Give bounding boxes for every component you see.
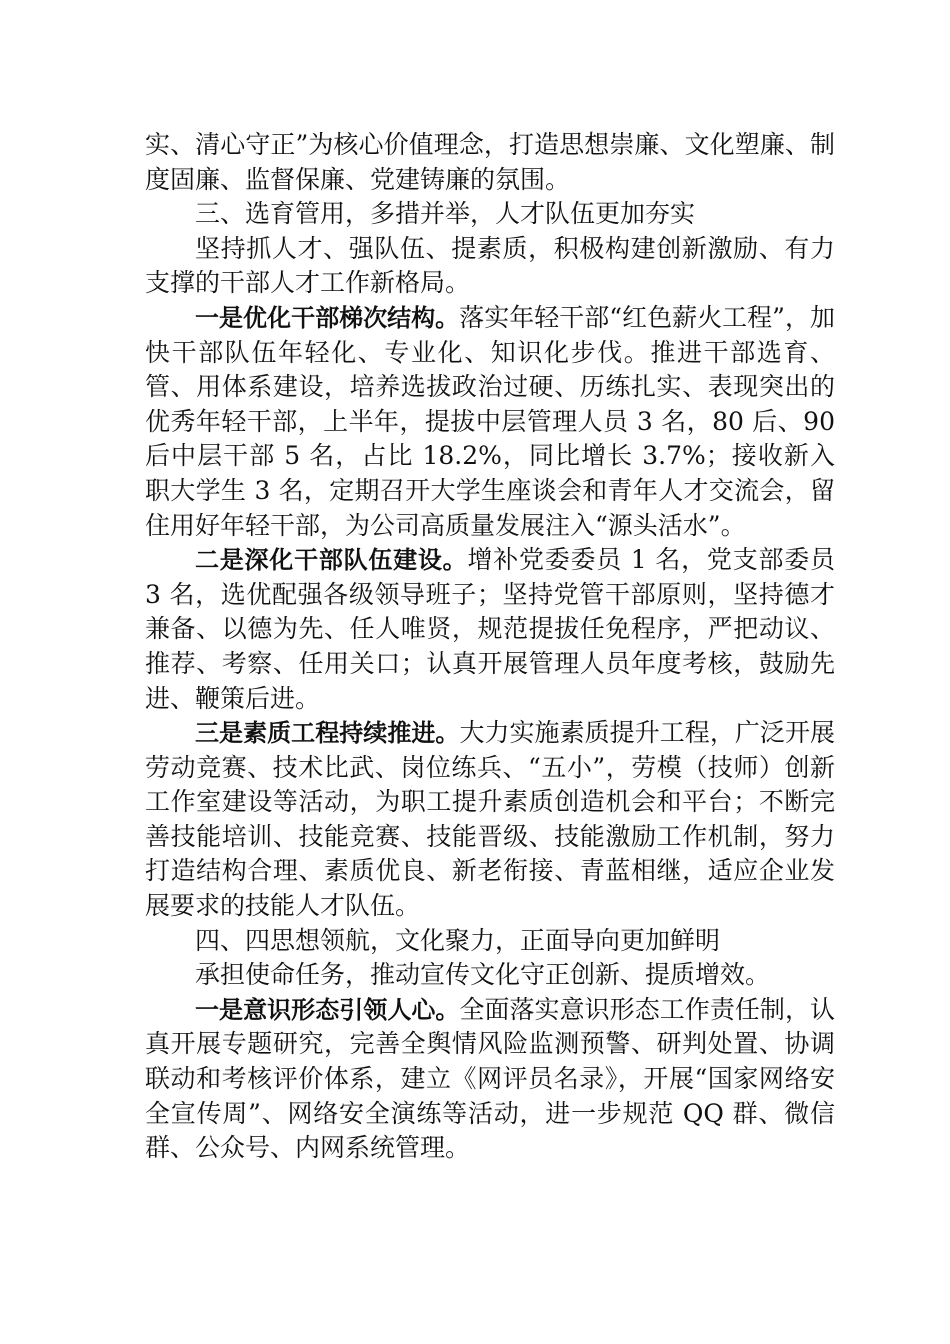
paragraph-lead: 一是优化干部梯次结构。 xyxy=(195,303,460,332)
heading-text: 四、四思想领航，文化聚力，正面导向更加鲜明 xyxy=(195,925,721,955)
paragraph-cadre-building xyxy=(145,543,835,716)
paragraph-text: 坚持抓人才、强队伍、提素质，积极构建创新激励、有力支撑的干部人才工作新格局。 xyxy=(145,233,835,298)
paragraph-lead: 一是意识形态引领人心。 xyxy=(195,995,460,1024)
paragraph-lead: 二是深化干部队伍建设。 xyxy=(195,546,468,575)
section-intro-4 xyxy=(145,958,835,993)
paragraph-text: 全面落实意识形态工作责任制，认真开展专题研究，完善全舆情风险监测预警、研判处置、协调联动和考核评价体系，建立《网评员名录》，开展“国家网络安全宣传周”、网络安全演练等活动，进一步规范 QQ 群、微信群、公众号、内网系统管理。 xyxy=(145,994,835,1163)
section-intro-3 xyxy=(145,232,835,301)
paragraph-cadre-structure xyxy=(145,301,835,543)
paragraph-text: 增补党委委员 1 名，党支部委员 3 名，选优配强各级领导班子；坚持党管干部原则，坚持德才兼备、以德为先、任人唯贤，规范提拔任免程序，严把动议、推荐、考察、任用关口；认真开展管理人员年度考核，鼓励先进、鞭策后进。 xyxy=(145,545,835,713)
paragraph-quality-project xyxy=(145,716,835,924)
paragraph-lead: 三是素质工程持续推进。 xyxy=(195,719,460,748)
section-heading-3 xyxy=(145,197,835,232)
paragraph-continuation xyxy=(145,128,835,197)
section-heading-4 xyxy=(145,924,835,959)
paragraph-text: 承担使命任务，推动宣传文化守正创新、提质增效。 xyxy=(195,960,771,990)
heading-text: 三、选育管用，多措并举，人才队伍更加夯实 xyxy=(195,199,696,229)
paragraph-text: 大力实施素质提升工程，广泛开展劳动竞赛、技术比武、岗位练兵、“五小”，劳模（技师）创新工作室建设等活动，为职工提升素质创造机会和平台；不断完善技能培训、技能竞赛、技能晋级、技能激励工作机制，努力打造结构合理、素质优良、新老衔接、青蓝相继，适应企业发展要求的技能人才队伍。 xyxy=(145,718,835,921)
document-page xyxy=(145,128,835,1166)
paragraph-ideology xyxy=(145,993,835,1166)
paragraph-text: 实、清心守正”为核心价值理念，打造思想崇廉、文化塑廉、制度固廉、监督保廉、党建铸廉的氛围。 xyxy=(145,130,835,194)
paragraph-text: 落实年轻干部“红色薪火工程”，加快干部队伍年轻化、专业化、知识化步伐。推进干部选育、管、用体系建设，培养选拔政治过硬、历练扎实、表现突出的优秀年轻干部，上半年，提拔中层管理人员 3 名，80 后、90 后中层干部 5 名，占比 18.2%，同比增长 3.7%；接收新入职大学生 3 名，定期召开大学生座谈会和青年人才交流会，留住用好年轻干部，为公司高质量发展注入“源头活水”。 xyxy=(145,302,835,540)
